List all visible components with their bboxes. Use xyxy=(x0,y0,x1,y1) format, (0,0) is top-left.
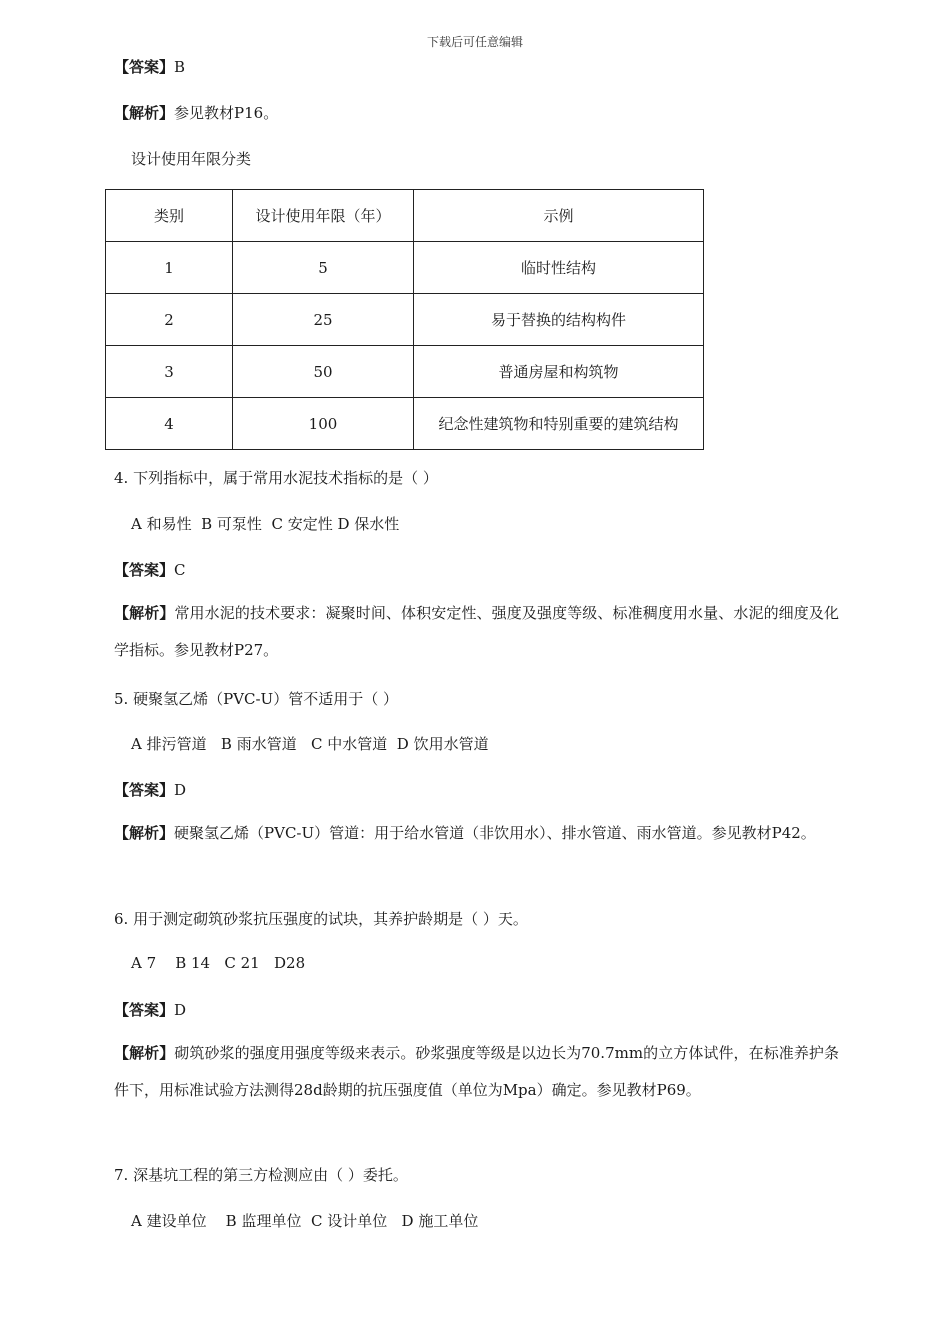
cell-example: 普通房屋和构筑物 xyxy=(414,346,704,398)
answer-label: 【答案】 xyxy=(114,561,175,579)
answer-label: 【答案】 xyxy=(114,58,175,76)
cell-years: 25 xyxy=(233,294,414,346)
analysis-text: 参见教材P16。 xyxy=(174,104,279,122)
table-row xyxy=(106,294,704,346)
analysis-label: 【解析】 xyxy=(114,604,175,622)
q4-options: A 和易性 B 可泵性 C 安定性 D 保水性 xyxy=(131,515,400,533)
analysis-label: 【解析】 xyxy=(114,824,175,842)
q4-analysis xyxy=(114,595,839,669)
q4-question: 4. 下列指标中，属于常用水泥技术指标的是（ ） xyxy=(114,469,438,487)
cell-example: 纪念性建筑物和特别重要的建筑结构 xyxy=(414,398,704,450)
answer-label: 【答案】 xyxy=(114,781,175,799)
analysis-text: 常用水泥的技术要求：凝聚时间、体积安定性、强度及强度等级、标准稠度用水量、水泥的细度及化学指标。参见教材P27。 xyxy=(114,604,839,659)
cell-category: 3 xyxy=(106,346,233,398)
cell-category: 1 xyxy=(106,242,233,294)
analysis-text: 砌筑砂浆的强度用强度等级来表示。砂浆强度等级是以边长为70.7mm的立方体试件，在标准养护条件下，用标准试验方法测得28d龄期的抗压强度值（单位为Mpa）确定。参见教材P69。 xyxy=(114,1044,839,1099)
cell-years: 50 xyxy=(233,346,414,398)
analysis-label: 【解析】 xyxy=(114,104,175,122)
q7-question: 7. 深基坑工程的第三方检测应由（ ）委托。 xyxy=(114,1166,408,1184)
table-title: 设计使用年限分类 xyxy=(131,150,252,168)
answer-value: B xyxy=(174,58,186,76)
q7-options: A 建设单位 B 监理单位 C 设计单位 D 施工单位 xyxy=(131,1212,479,1230)
answer-value: D xyxy=(174,781,187,799)
q5-answer xyxy=(114,779,186,800)
answer-label: 【答案】 xyxy=(114,1001,175,1019)
cell-years: 100 xyxy=(233,398,414,450)
cell-category: 2 xyxy=(106,294,233,346)
table-row xyxy=(106,242,704,294)
q5-analysis xyxy=(114,815,839,852)
answer-value: D xyxy=(174,1001,187,1019)
q6-analysis xyxy=(114,1035,839,1109)
col-header-category: 类别 xyxy=(106,190,233,242)
analysis-text: 硬聚氢乙烯（PVC-U）管道：用于给水管道（非饮用水）、排水管道、雨水管道。参见教材P42。 xyxy=(174,824,816,842)
cell-example: 易于替换的结构构件 xyxy=(414,294,704,346)
table-row xyxy=(106,398,704,450)
analysis-label: 【解析】 xyxy=(114,1044,175,1062)
table-row xyxy=(106,346,704,398)
col-header-example: 示例 xyxy=(414,190,704,242)
q3-answer xyxy=(114,56,185,77)
q5-options: A 排污管道 B 雨水管道 C 中水管道 D 饮用水管道 xyxy=(131,735,489,753)
q6-options: A 7 B 14 C 21 D28 xyxy=(131,954,306,972)
cell-example: 临时性结构 xyxy=(414,242,704,294)
q6-question: 6. 用于测定砌筑砂浆抗压强度的试块，其养护龄期是（ ）天。 xyxy=(114,910,528,928)
cell-years: 5 xyxy=(233,242,414,294)
cell-category: 4 xyxy=(106,398,233,450)
design-life-table xyxy=(105,189,704,450)
page-header: 下载后可任意编辑 xyxy=(426,35,523,49)
q5-question: 5. 硬聚氢乙烯（PVC-U）管不适用于（ ） xyxy=(114,690,398,708)
col-header-years: 设计使用年限（年） xyxy=(233,190,414,242)
q6-answer xyxy=(114,999,186,1020)
answer-value: C xyxy=(174,561,186,579)
table-header-row xyxy=(106,190,704,242)
q4-answer xyxy=(114,559,186,580)
q3-analysis xyxy=(114,102,278,123)
